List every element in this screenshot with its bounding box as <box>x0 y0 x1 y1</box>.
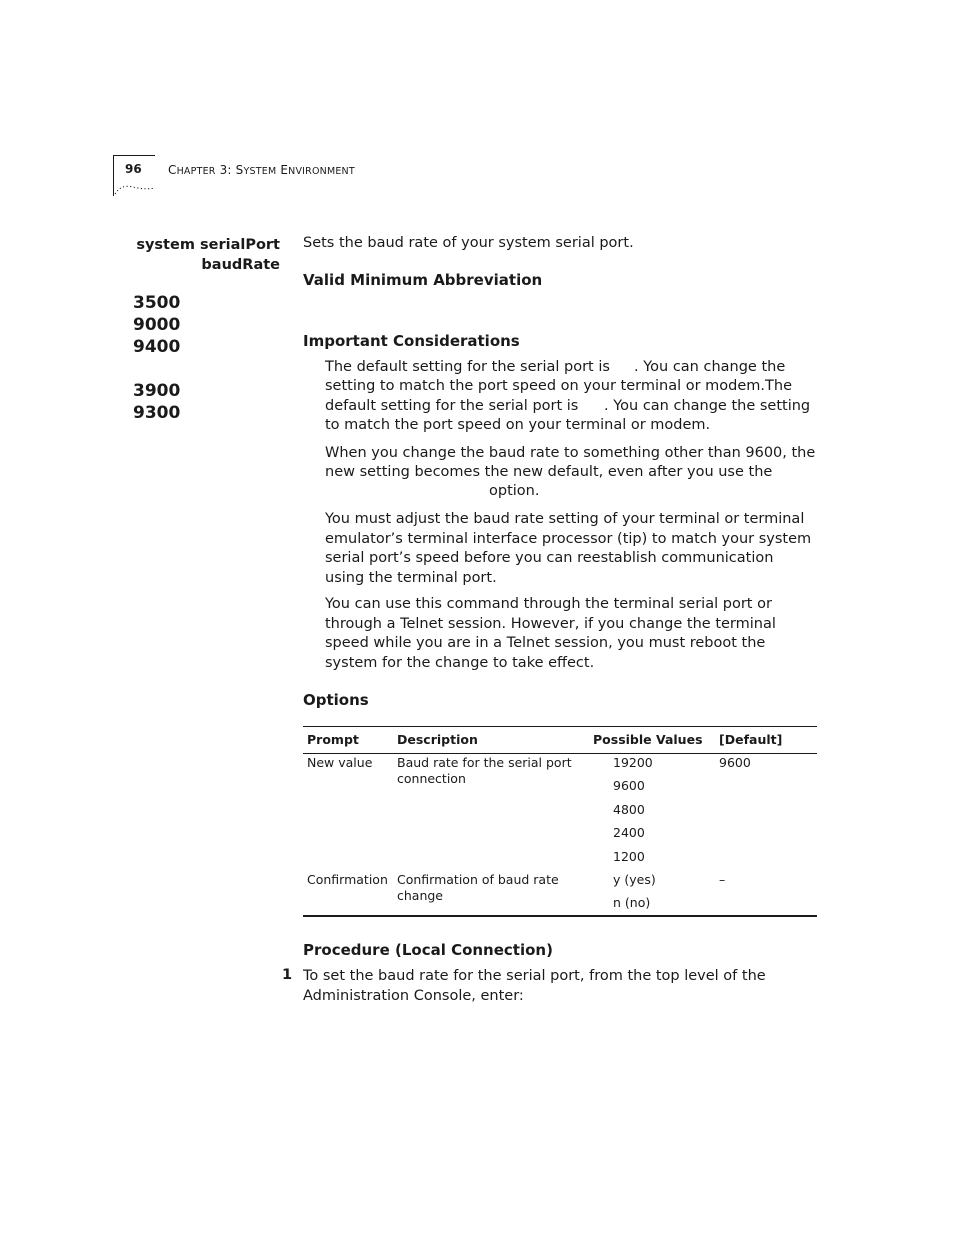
row2-value: n (no) <box>613 895 651 910</box>
para4: You can use this command through the terminal serial port or through a Telnet session. However, if you change the terminal speed while you are in a Telnet session, you must reboot the system for the change to take effect. <box>325 596 776 671</box>
para1-line1b: . You can change the <box>634 359 786 375</box>
command-title: system serialPort baudRate <box>136 237 280 273</box>
row1-value: 2400 <box>613 825 645 840</box>
considerations-heading: Important Considerations <box>303 332 520 350</box>
para3: You must adjust the baud rate setting of your terminal or terminal emulator’s terminal interface processor (tip) to match your system serial port’s speed before you can reestablish communication using the terminal port. <box>325 511 812 586</box>
options-heading: Options <box>303 691 369 709</box>
para1-line4: to match the port speed on your terminal or modem. <box>325 417 711 433</box>
row2-default: – <box>719 872 726 887</box>
para2-line1: When you change the baud rate to something other than 9600, the <box>325 445 816 461</box>
para1-line1a: The default setting for the serial port is <box>325 359 610 375</box>
side-number: 9300 <box>133 403 181 423</box>
row1-description: Baud rate for the serial port connection <box>397 755 572 786</box>
chapter-title: CHAPTER 3: SYSTEM ENVIRONMENT <box>168 163 355 177</box>
row1-value: 19200 <box>613 755 653 770</box>
col-header-prompt: Prompt <box>307 732 359 747</box>
dotted-corner-decoration <box>113 180 157 196</box>
table-rule-bottom <box>303 915 817 917</box>
side-numbers <box>133 292 180 424</box>
table-rule-header <box>303 753 817 754</box>
page-number: 96 <box>125 162 142 176</box>
table-rule-top <box>303 726 817 727</box>
para1-line2: setting to match the port speed on your terminal or modem.The <box>325 378 792 394</box>
para1-line3b: . You can change the setting <box>604 398 811 414</box>
row1-value: 9600 <box>613 778 645 793</box>
row1-prompt: New value <box>307 755 373 770</box>
step-number: 1 <box>282 967 293 983</box>
para1-line3a: default setting for the serial port is <box>325 398 579 414</box>
procedure-heading: Procedure (Local Connection) <box>303 941 553 959</box>
col-header-values: Possible Values <box>593 732 703 747</box>
col-header-default: [Default] <box>719 732 783 747</box>
side-number: 9000 <box>133 315 181 335</box>
row2-description: Confirmation of baud rate change <box>397 872 559 903</box>
row1-value: 1200 <box>613 849 645 864</box>
row1-value: 4800 <box>613 802 645 817</box>
row2-value: y (yes) <box>613 872 656 887</box>
intro-text: Sets the baud rate of your system serial port. <box>303 235 634 251</box>
side-number: 3900 <box>133 381 181 401</box>
side-number: 3500 <box>133 293 181 313</box>
col-header-description: Description <box>397 732 478 747</box>
side-number: 9400 <box>133 337 181 357</box>
row1-default: 9600 <box>719 755 751 770</box>
para2-line3: option. <box>489 483 540 499</box>
step-text: To set the baud rate for the serial port, from the top level of the Administration Console, enter: <box>303 968 766 1004</box>
para2-line2: new setting becomes the new default, even after you use the <box>325 464 773 480</box>
abbrev-heading: Valid Minimum Abbreviation <box>303 271 543 289</box>
row2-prompt: Confirmation <box>307 872 388 887</box>
